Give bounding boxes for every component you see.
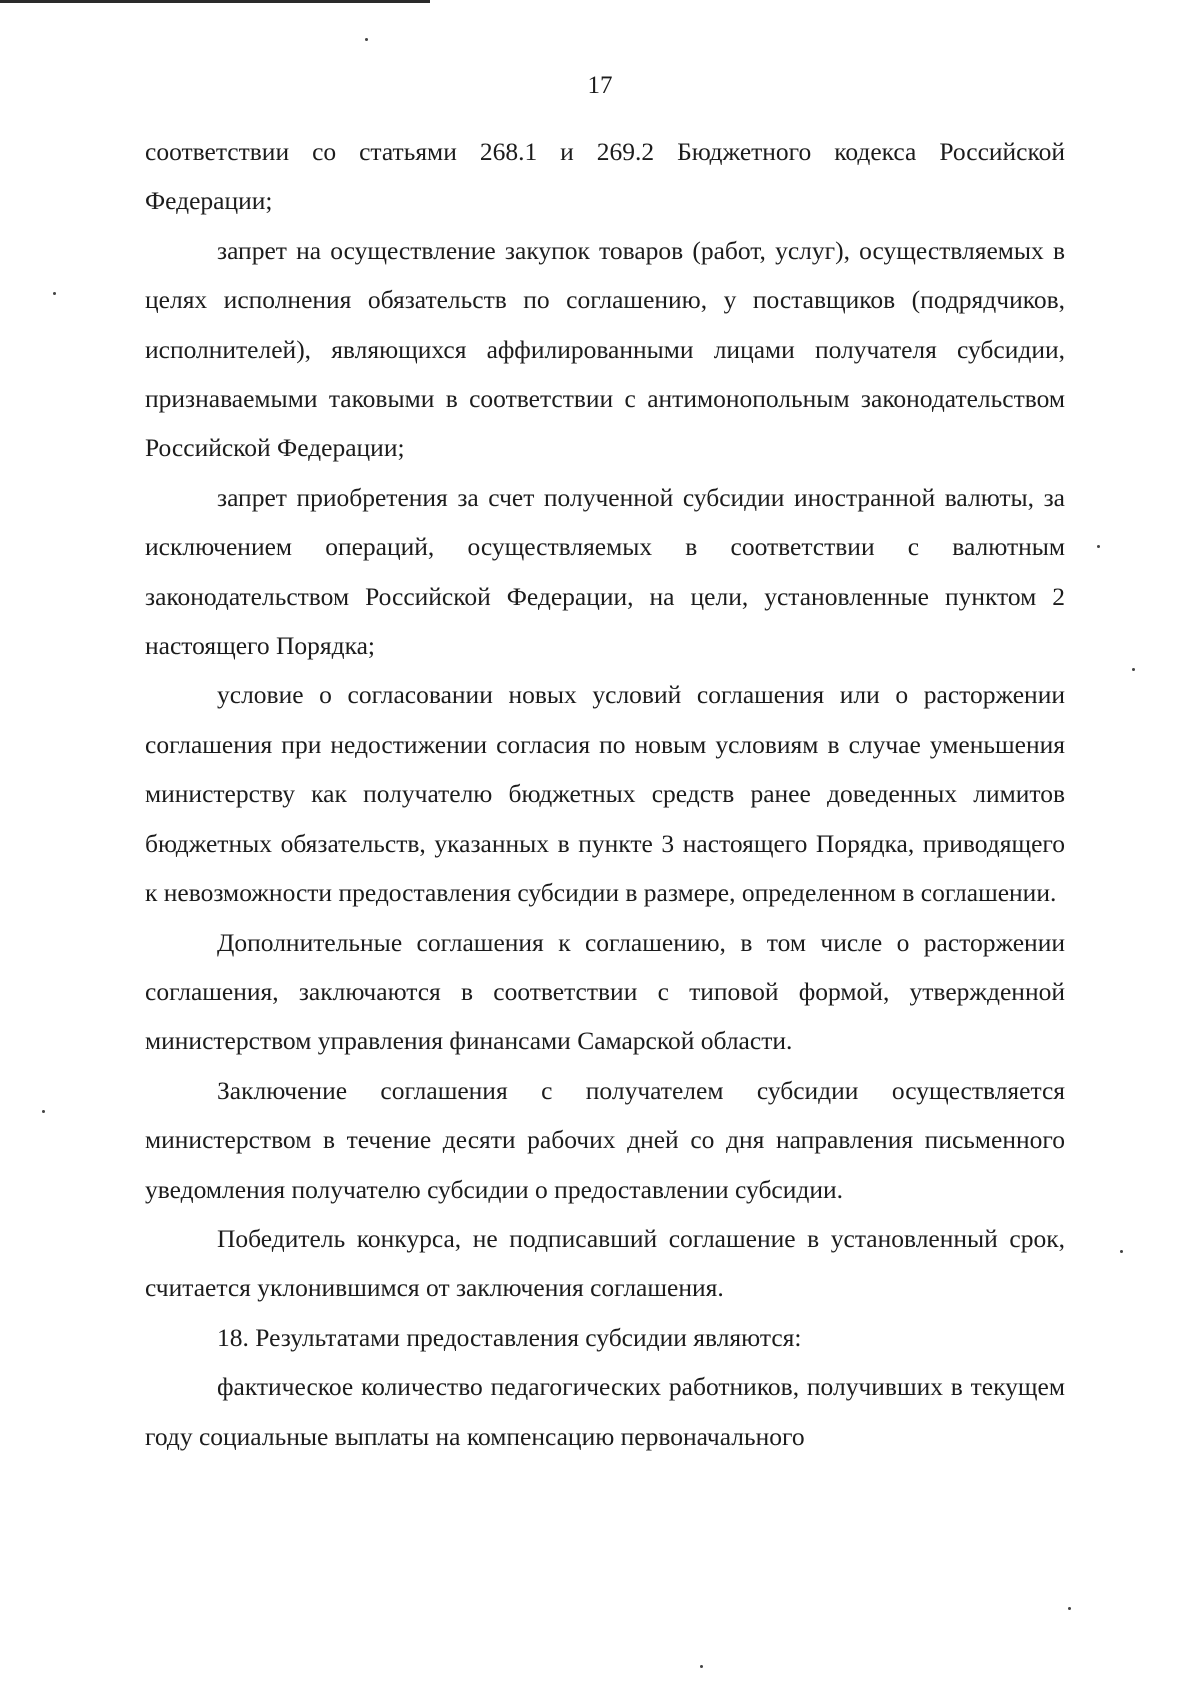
scan-speck	[1097, 545, 1100, 548]
scan-speck	[53, 292, 56, 295]
paragraph-procurement-ban: запрет на осуществление закупок товаров (работ, услуг), осуществляемых в целях исполнения обязательств по соглашению, у поставщиков (подрядчиков, исполнителей), являющихся аффилированными лицами получателя субсидии, признаваемыми таковыми в соответствии с антимонопольным законодательством Российской Федерации;	[145, 235, 1065, 463]
scan-speck	[42, 1110, 45, 1113]
document-body	[145, 127, 1065, 1461]
paragraph-agreement-conclusion: Заключение соглашения с получателем субсидии осуществляется министерством в течение десяти рабочих дней со дня направления письменного уведомления получателю субсидии о предоставлении субсидии.	[145, 1075, 1065, 1204]
paragraph-agreement-terms: условие о согласовании новых условий соглашения или о расторжении соглашения при недостижении согласия по новым условиям в случае уменьшения министерству как получателю бюджетных средств ранее доведенных лимитов бюджетных обязательств, указанных в пункте 3 настоящего Порядка, приводящего к невозможности предоставления субсидии в размере, определенном в соглашении.	[145, 680, 1065, 908]
scan-border-line	[0, 0, 430, 3]
scan-speck	[365, 38, 368, 41]
paragraph-section-18: 18. Результатами предоставления субсидии являются:	[217, 1322, 802, 1352]
page-number: 17	[587, 72, 613, 99]
paragraph-winner-evasion: Победитель конкурса, не подписавший соглашение в установленный срок, считается уклонившимся от заключения соглашения.	[145, 1223, 1065, 1303]
scan-speck	[1132, 668, 1135, 671]
paragraph-additional-agreements: Дополнительные соглашения к соглашению, в том числе о расторжении соглашения, заключаются в соответствии с типовой формой, утвержденной министерством управления финансами Самарской области.	[145, 927, 1065, 1056]
paragraph-currency-ban: запрет приобретения за счет полученной субсидии иностранной валюты, за исключением операций, осуществляемых в соответствии с валютным законодательством Российской Федерации, на цели, установленные пунктом 2 настоящего Порядка;	[145, 482, 1065, 661]
paragraph-continuation: соответствии со статьями 268.1 и 269.2 Бюджетного кодекса Российской Федерации;	[145, 137, 1065, 216]
scan-speck	[1068, 1607, 1071, 1610]
paragraph-results-indicator: фактическое количество педагогических работников, получивших в текущем году социальные выплаты на компенсацию первоначального	[145, 1372, 1065, 1451]
scan-speck	[1120, 1250, 1123, 1253]
scan-speck	[700, 1665, 703, 1668]
